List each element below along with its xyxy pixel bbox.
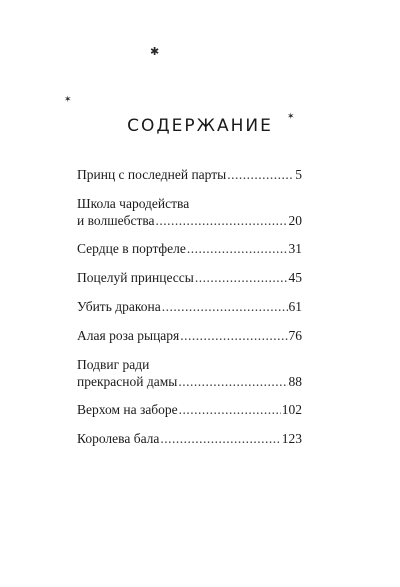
toc-entry[interactable] [77,430,302,459]
star-decoration-icon: ✶ [287,112,295,122]
toc-page-number: 102 [281,402,302,417]
toc-dot-leader [160,430,280,447]
toc-page-number: 76 [288,328,302,343]
toc-dot-leader [179,401,281,418]
star-decoration-icon: ✶ [64,95,72,105]
toc-entry-title: Королева бала [77,431,160,446]
toc-entry[interactable] [77,195,302,240]
toc-dot-leader [227,166,294,183]
toc-entry-title-line: Школа чародейства [77,196,190,211]
toc-dot-leader [180,327,287,344]
toc-page-number: 123 [281,431,302,446]
toc-entry[interactable] [77,166,302,195]
toc-dot-leader [195,269,288,286]
star-decoration-icon: ✱ [150,45,160,58]
toc-entry-title: Сердце в портфеле [77,241,186,256]
toc-entry-title-line: Подвиг ради [77,357,150,372]
toc-dot-leader [178,373,287,390]
toc-entry[interactable] [77,327,302,356]
toc-entry-title-line: прекрасной дамы [77,374,178,389]
toc-entry[interactable] [77,240,302,269]
toc-dot-leader [156,212,288,229]
toc-dot-leader [162,298,288,315]
toc-entry[interactable] [77,269,302,298]
toc-page-number: 61 [288,299,302,314]
toc-page-number: 45 [288,270,302,285]
toc-entry-title: Верхом на заборе [77,402,178,417]
toc-entry-title: Принц с последней парты [77,167,227,182]
toc-entry[interactable] [77,356,302,401]
toc-entry-title-line: и волшебства [77,213,155,228]
toc-entry[interactable] [77,401,302,430]
page-title: СОДЕРЖАНИЕ [127,116,273,136]
toc-dot-leader [187,240,288,257]
toc-page-number: 5 [295,167,302,182]
toc-entry-title: Убить дракона [77,299,161,314]
toc-entry-title: Поцелуй принцессы [77,270,194,285]
table-of-contents [77,166,302,459]
toc-page-number: 20 [288,213,302,228]
toc-entry-title: Алая роза рыцаря [77,328,180,343]
toc-page-number: 31 [288,241,302,256]
toc-page-number: 88 [288,374,302,389]
toc-entry[interactable] [77,298,302,327]
